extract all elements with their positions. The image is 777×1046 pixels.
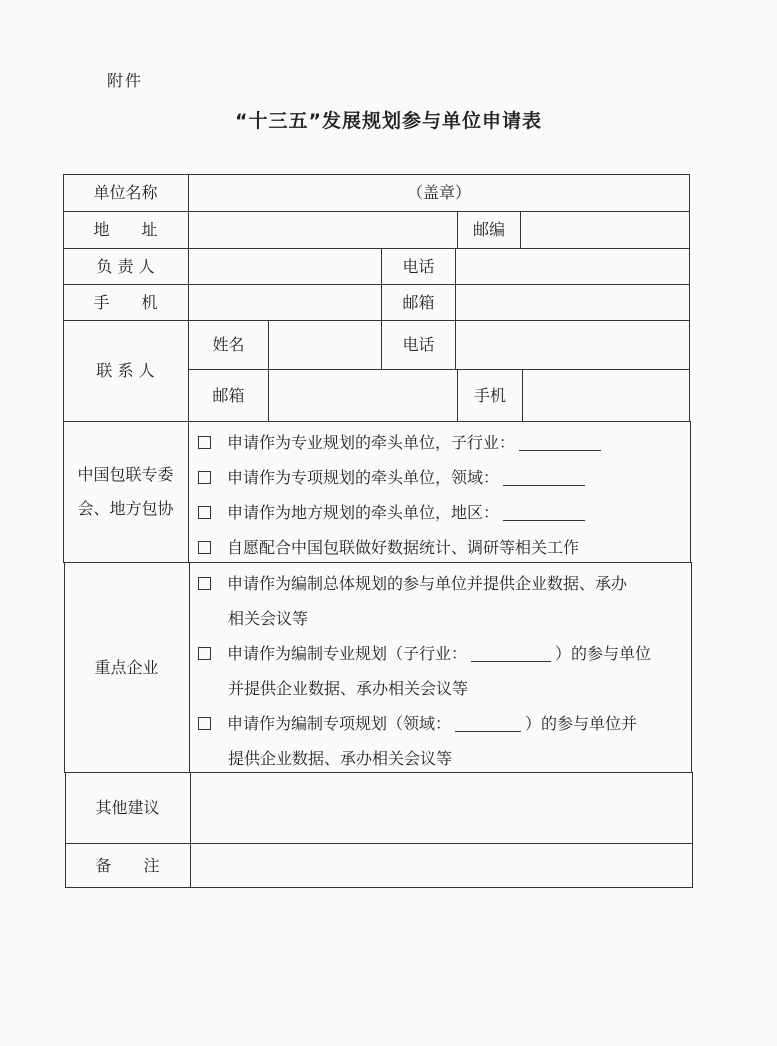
sub-industry-blank[interactable] [519, 436, 601, 451]
checkbox[interactable] [198, 436, 211, 449]
other-suggestions-label: 其他建议 [95, 798, 160, 817]
postcode-label: 邮编 [472, 220, 505, 239]
attachment-label: 附件 [107, 71, 144, 90]
table-border-line [692, 772, 693, 888]
table-border-line [691, 562, 692, 772]
mobile-label: 手 机 [93, 292, 158, 312]
checkbox[interactable] [198, 647, 211, 660]
checkbox[interactable] [198, 717, 211, 730]
option-text: 申请作为编制总体规划的参与单位并提供企业数据、承办 [227, 574, 628, 593]
contact-phone-label: 电话 [402, 335, 435, 354]
association-option-3 [198, 505, 585, 521]
option-text: 申请作为编制专项规划（领域： [227, 714, 452, 733]
contact-email-label: 邮箱 [212, 385, 245, 405]
email-field[interactable] [456, 285, 689, 320]
option-text-suffix: ）的参与单位并 [525, 714, 638, 733]
unit-name-field[interactable] [189, 175, 689, 211]
table-border-line [65, 887, 693, 888]
association-option-4 [198, 540, 579, 556]
option-text: 申请作为专业规划的牵头单位，子行业： [227, 433, 516, 452]
responsible-person-field[interactable] [189, 249, 381, 284]
mobile-field[interactable] [189, 285, 381, 320]
phone-field[interactable] [456, 249, 689, 284]
option-text: 申请作为地方规划的牵头单位，地区： [227, 503, 500, 522]
postcode-field[interactable] [521, 212, 689, 248]
option-text: 申请作为编制专业规划（子行业： [227, 644, 468, 663]
checkbox[interactable] [198, 471, 211, 484]
contact-name-label: 姓名 [212, 335, 245, 354]
checkbox[interactable] [198, 506, 211, 519]
checkbox[interactable] [198, 541, 211, 554]
address-label: 地 址 [93, 220, 158, 239]
responsible-person-label: 负 责 人 [96, 256, 155, 276]
seal-note: （盖章） [406, 183, 471, 202]
contact-phone-field[interactable] [456, 321, 689, 369]
table-border-line [189, 562, 190, 772]
contact-name-field[interactable] [269, 321, 381, 369]
option-text: 申请作为专项规划的牵头单位，领域： [227, 468, 500, 487]
sub-industry-blank[interactable] [471, 647, 551, 662]
association-option-2 [198, 470, 585, 486]
domain-blank[interactable] [455, 717, 521, 732]
phone-label: 电话 [402, 256, 435, 276]
enterprise-option-3 [198, 716, 637, 732]
enterprise-option-2-continuation: 并提供企业数据、承办相关会议等 [228, 679, 469, 698]
contact-person-label: 联 系 人 [96, 361, 155, 380]
address-field[interactable] [189, 212, 457, 248]
form-title: “十三五”发展规划参与单位申请表 [235, 110, 542, 132]
key-enterprise-label: 重点企业 [94, 657, 159, 677]
association-label-line-2: 会、地方包协 [77, 499, 174, 518]
enterprise-option-1 [198, 576, 627, 592]
email-label: 邮箱 [402, 292, 435, 312]
contact-mobile-field[interactable] [523, 370, 689, 421]
domain-blank[interactable] [503, 471, 585, 486]
association-option-1 [198, 435, 601, 451]
region-blank[interactable] [503, 506, 585, 521]
enterprise-option-3-continuation: 提供企业数据、承办相关会议等 [228, 749, 453, 768]
contact-mobile-label: 手机 [473, 385, 506, 405]
remarks-label: 备 注 [95, 855, 160, 875]
other-suggestions-field[interactable] [191, 773, 692, 843]
enterprise-option-1-continuation: 相关会议等 [228, 609, 309, 628]
association-label-line-1: 中国包联专委 [77, 465, 174, 484]
contact-email-field[interactable] [269, 370, 457, 421]
table-border-line [689, 174, 690, 421]
option-text-suffix: ）的参与单位 [555, 644, 652, 663]
unit-name-label: 单位名称 [93, 183, 158, 202]
association-section-label [63, 422, 188, 562]
remarks-field[interactable] [191, 844, 692, 887]
table-border-line [690, 421, 691, 562]
enterprise-option-2 [198, 646, 651, 662]
option-text: 自愿配合中国包联做好数据统计、调研等相关工作 [227, 538, 580, 557]
checkbox[interactable] [198, 577, 211, 590]
